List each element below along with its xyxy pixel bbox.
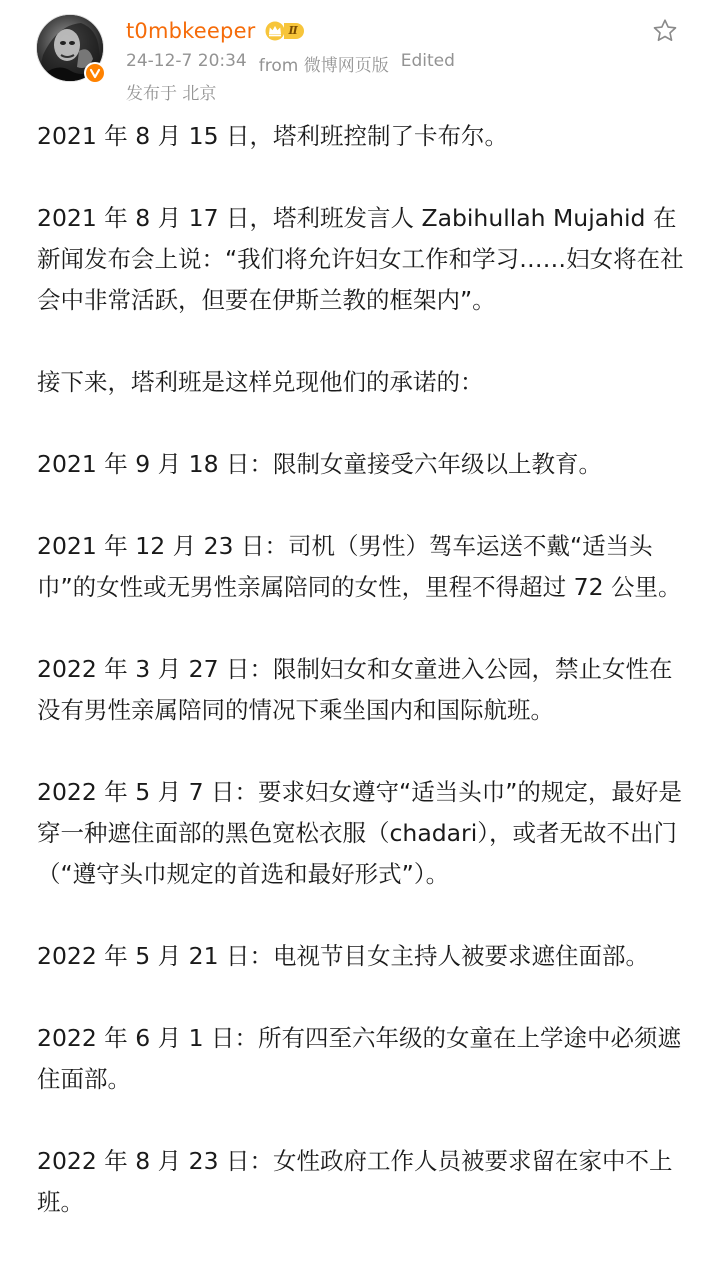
vip-level-label: Ⅱ xyxy=(284,23,304,39)
author-username[interactable]: t0mbkeeper xyxy=(126,19,256,43)
post-header xyxy=(0,0,727,110)
post-body xyxy=(37,116,687,1264)
post-paragraph: 2022 年 5 月 21 日：电视节目女主持人被要求遮住面部。 xyxy=(37,942,650,970)
post-paragraph: 2021 年 8 月 17 日，塔利班发言人 Zabihullah Mujahid 在新闻发布会上说：“我们将允许妇女工作和学习……妇女将在社会中非常活跃，但要在伊斯兰教的框架内”。 xyxy=(37,204,684,314)
crown-icon xyxy=(264,21,286,41)
favorite-button[interactable] xyxy=(650,16,680,46)
edited-label[interactable]: Edited xyxy=(400,51,455,71)
post-location: 发布于 北京 xyxy=(126,84,217,104)
post-source: from 微博网页版 xyxy=(258,56,389,76)
post-paragraph: 2022 年 5 月 7 日：要求妇女遵守“适当头巾”的规定，最好是穿一种遮住面部的黑色宽松衣服（chadari），或者无故不出门（“遵守头巾规定的首选和最好形式”）。 xyxy=(37,778,682,888)
post-paragraph: 2022 年 6 月 1 日：所有四至六年级的女童在上学途中必须遮住面部。 xyxy=(37,1024,682,1093)
post-paragraph: 2022 年 8 月 23 日：女性政府工作人员被要求留在家中不上班。 xyxy=(37,1147,673,1216)
author-avatar-container[interactable] xyxy=(36,14,104,82)
verified-v-icon xyxy=(84,62,106,84)
post-paragraph: 接下来，塔利班是这样兑现他们的承诺的： xyxy=(37,368,484,396)
vip-badge[interactable] xyxy=(264,21,304,41)
post-paragraph: 2021 年 9 月 18 日：限制女童接受六年级以上教育。 xyxy=(37,450,603,478)
post-paragraph: 2022 年 3 月 27 日：限制妇女和女童进入公园，禁止女性在没有男性亲属陪同的情况下乘坐国内和国际航班。 xyxy=(37,655,673,724)
post-paragraph: 2021 年 12 月 23 日：司机（男性）驾车运送不戴“适当头巾”的女性或无男性亲属陪同的女性，里程不得超过 72 公里。 xyxy=(37,532,682,601)
post-paragraph: 2021 年 8 月 15 日，塔利班控制了卡布尔。 xyxy=(37,122,509,150)
username-row xyxy=(126,16,304,46)
post-meta xyxy=(126,51,455,76)
star-outline-icon xyxy=(651,17,679,45)
post-timestamp[interactable]: 24-12-7 20:34 xyxy=(126,51,247,71)
